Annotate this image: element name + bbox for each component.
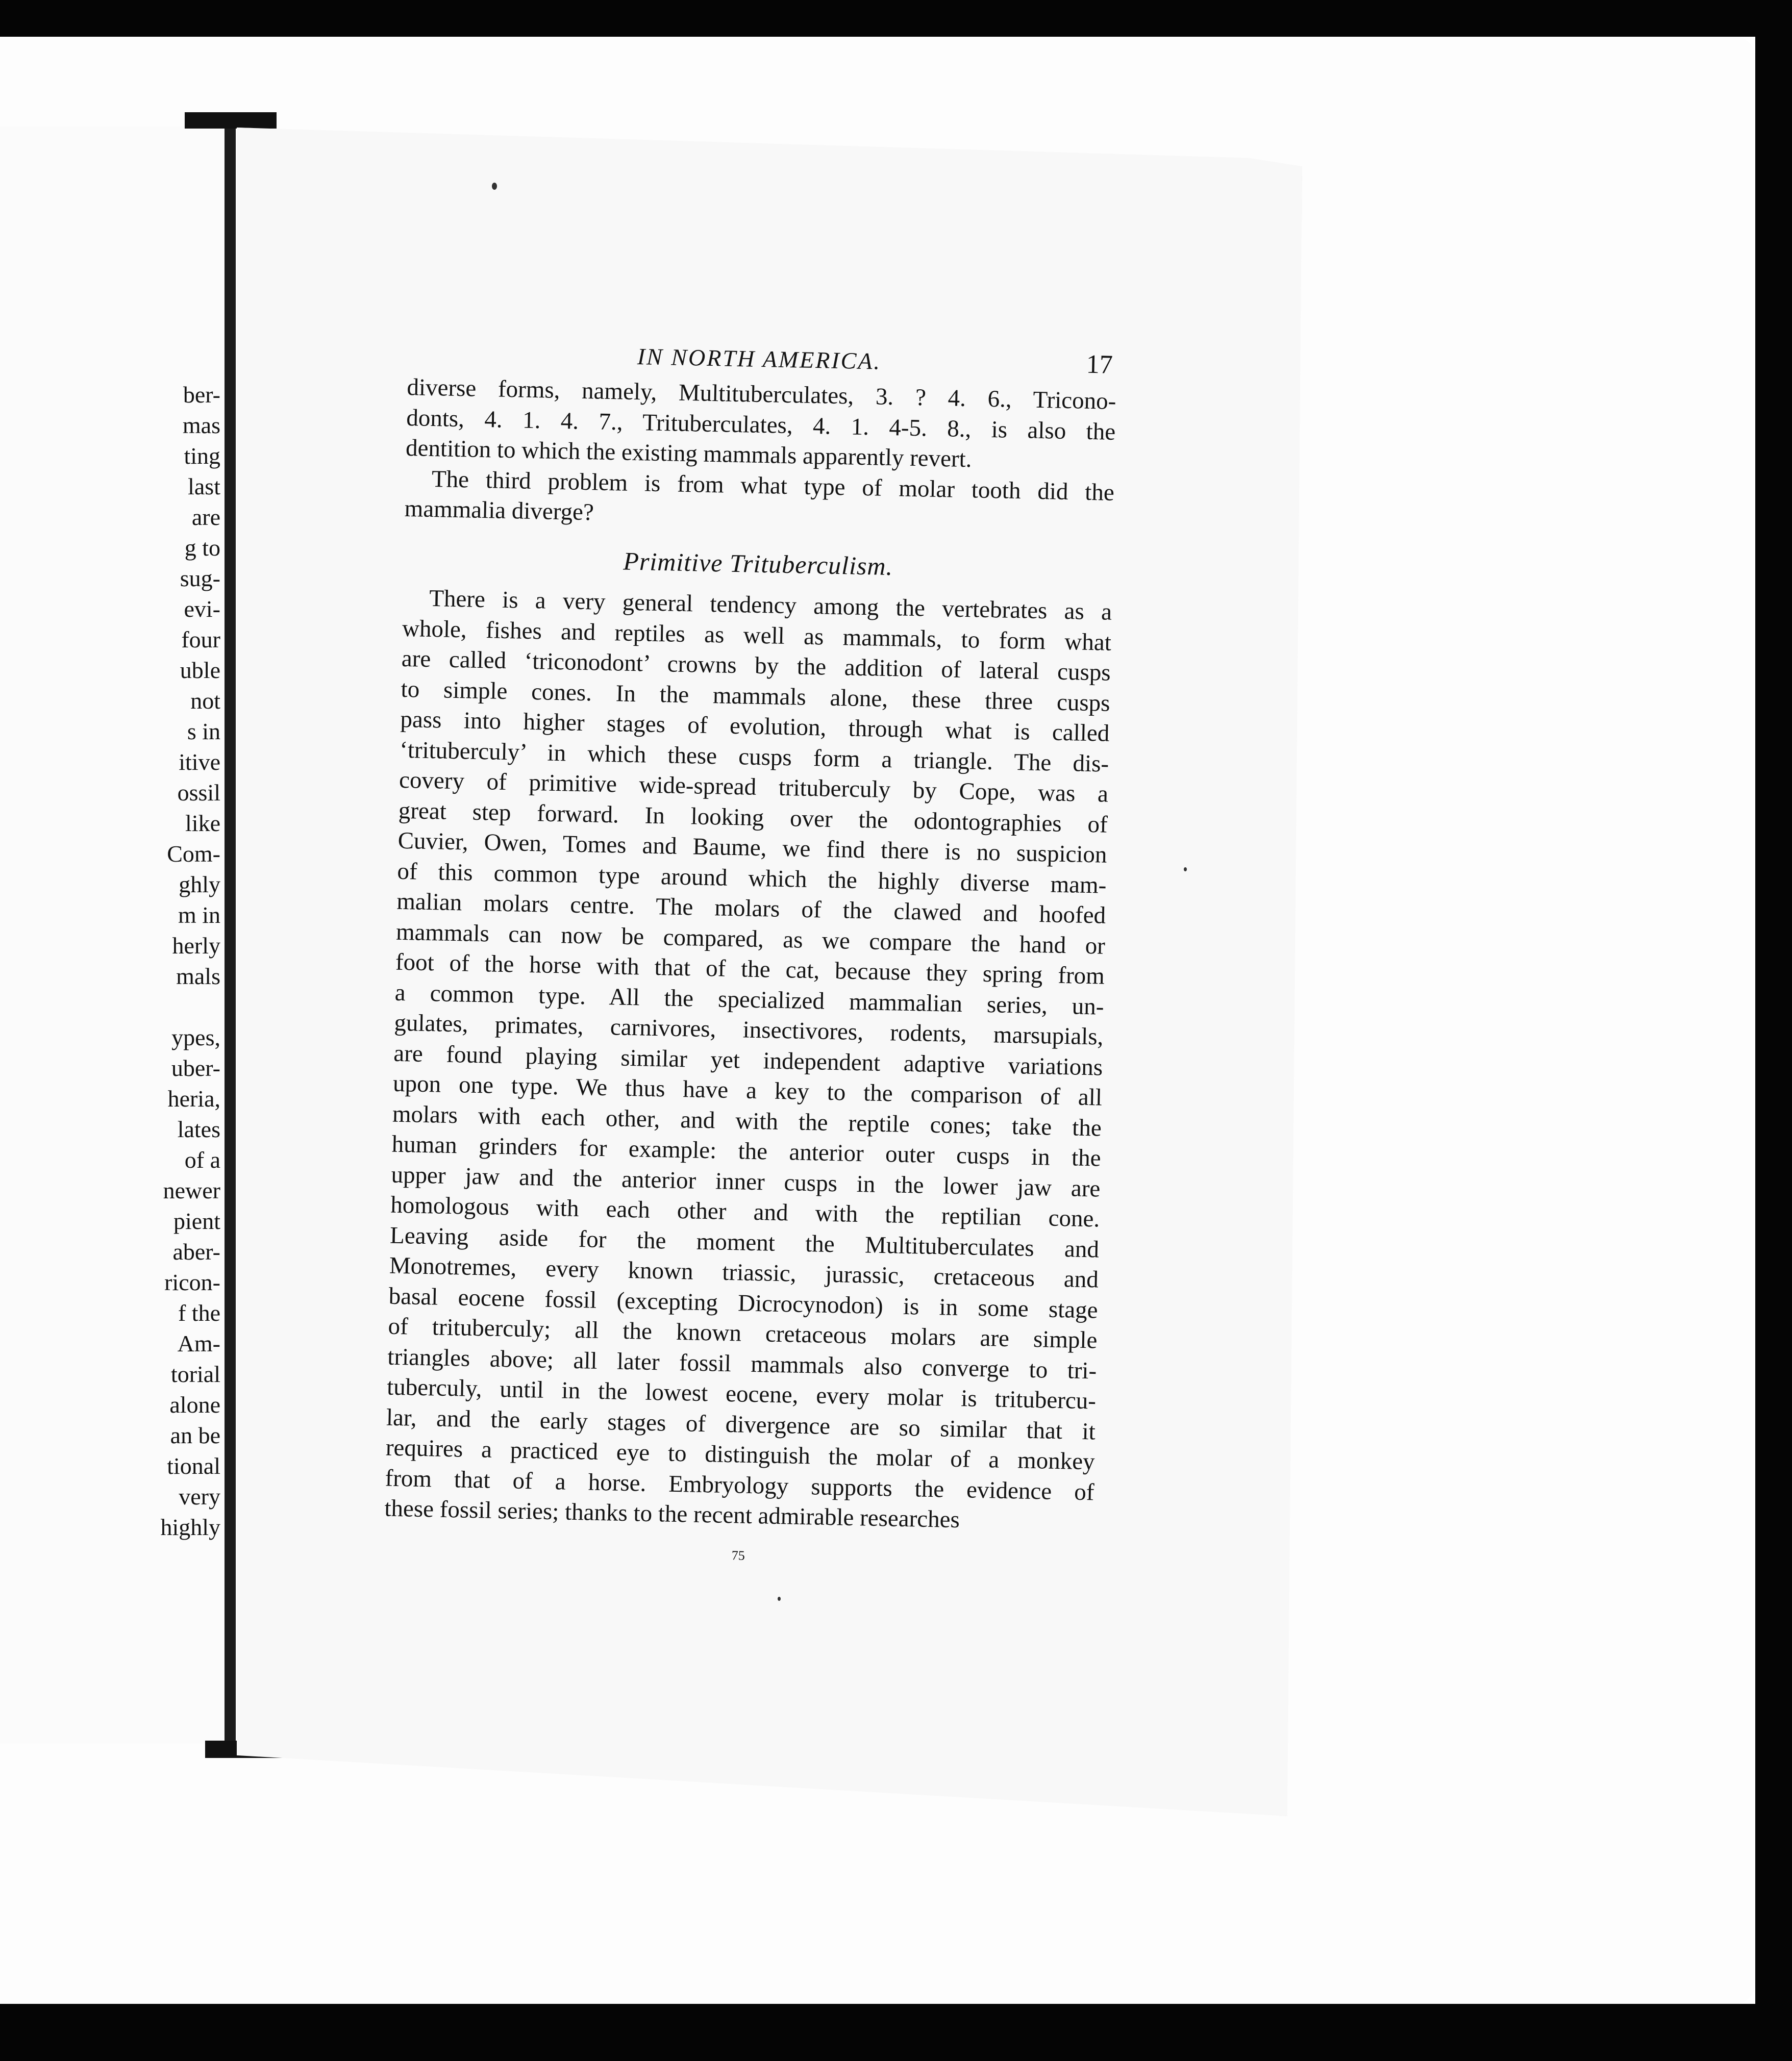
left-page-fragment [160,992,220,1022]
text-line: human grinders for example: the anterior outer cusps in the [391,1130,1102,1172]
left-page-fragment: ricon- [164,1269,220,1295]
text-line: Monotremes, every known triassic, jurassic, cretaceous and [389,1252,1099,1293]
scan-border-right [1755,37,1792,2004]
text-line: diverse forms, namely, Multituberculates, 3. ? 4. 6., Tricono- [407,373,1116,415]
left-page-fragment: not [190,688,220,714]
text-line: donts, 4. 1. 4. 7., Trituberculates, 4. 1. 4-5. 8., is also the [406,404,1116,445]
text-line: covery of primitive wide-spread trituberculy by Cope, was a [399,766,1109,808]
text-line: lar, and the early stages of divergence are so similar that it [386,1404,1096,1445]
left-page-fragment: herly [172,933,220,959]
dust-speck [1184,867,1187,871]
text-line: upper jaw and the anterior inner cusps in the lower jaw are [391,1161,1101,1202]
left-page-fragment: four [181,626,220,652]
text-line: triangles above; all later fossil mammals also converge to tri- [387,1343,1097,1384]
text-line: molars with each other, and with the reptile cones; take the [392,1100,1102,1142]
text-line: upon one type. We thus have a key to the comparison of all [392,1070,1103,1111]
text-line: mammals can now be compared, as we compare the hand or [395,918,1106,960]
text-line: from that of a horse. Embryology supports the evidence of [385,1465,1094,1505]
text-line: gulates, primates, carnivores, insectivores, rodents, marsupials, [394,1009,1104,1050]
text-line: There is a very general tendency among the vertebrates as a [429,585,1112,625]
left-page-fragment: very [179,1484,220,1510]
text-line: foot of the horse with that of the cat, because they spring from [395,948,1105,990]
text-line: Leaving aside for the moment the Multituberculates and [389,1222,1100,1263]
dust-speck [492,183,497,190]
signature-mark: 75 [731,1547,745,1563]
left-page-fragment: mas [182,412,220,438]
left-page-fragment: mals [176,963,220,989]
left-page-fragment: m in [178,902,220,928]
left-page-fragment: torial [170,1361,220,1387]
left-page-fragment: ypes, [171,1024,220,1050]
text-line: mammalia diverge? [404,495,594,526]
text-line: of trituberculy; all the known cretaceous molars are simple [388,1313,1098,1354]
text-line: tuberculy, until in the lowest eocene, every molar is tritubercu- [386,1373,1097,1415]
left-page-fragment: tional [167,1453,220,1479]
book-spine [225,116,236,1749]
left-page-fragment: of a [184,1147,220,1173]
text-line: are called ‘triconodont’ crowns by the addition of lateral cusps [401,645,1111,686]
left-page-edge [0,127,225,1744]
left-page-fragment: newer [163,1177,220,1203]
left-page-fragment: last [188,473,220,499]
page-text [383,326,1117,1577]
left-page-fragment: uble [180,657,220,683]
text-line: whole, fishes and reptiles as well as mammals, to form what [402,615,1112,656]
binding-clip-top [185,112,277,129]
body-paragraph [384,583,1112,1538]
dust-speck [778,1597,781,1601]
left-page-fragment: highly [160,1514,220,1540]
left-page-fragment: ghly [179,871,220,897]
text-line: ‘trituberculy’ in which these cusps form a triangle. The dis- [399,736,1109,777]
text-line: are found playing similar yet independent adaptive variations [393,1040,1103,1081]
left-page-fragments [160,380,220,1543]
left-page-fragment: sug- [180,565,220,591]
running-title: IN NORTH AMERICA. [637,343,882,374]
left-page-fragment: Am- [177,1330,220,1356]
left-page-fragment: heria, [167,1086,220,1112]
text-line: Cuvier, Owen, Tomes and Baume, we find there is no suspicion [397,827,1108,868]
left-page-fragment: alone [169,1392,220,1418]
left-page-fragment: f the [178,1300,220,1326]
text-line: to simple cones. In the mammals alone, these three cusps [401,675,1110,717]
page-number: 17 [1086,349,1113,380]
left-page-fragment: itive [179,749,220,775]
text-line: these fossil series; thanks to the recent admirable researches [384,1495,960,1534]
left-page-fragment: lates [177,1116,220,1142]
text-line: requires a practiced eye to distinguish the molar of a monkey [385,1434,1096,1475]
left-page-fragment: g to [184,535,220,561]
text-line: basal eocene fossil (excepting Dicrocynodon) is in some stage [388,1283,1099,1324]
text-line: malian molars centre. The molars of the clawed and hoofed [396,888,1106,929]
text-line: homologous with each other and with the reptilian cone. [390,1191,1100,1233]
left-page-fragment: are [191,504,220,530]
left-page-fragment: ber- [183,382,220,408]
text-line: dentition to which the existing mammals apparently revert. [405,434,972,473]
left-page-fragment: evi- [184,596,220,622]
left-page-fragment: s in [187,718,220,744]
text-line: of this common type around which the highly diverse mam- [397,858,1107,899]
section-heading: Primitive Trituberculism. [623,546,893,581]
left-page-fragment: pient [173,1208,220,1234]
scan-border-top [0,0,1792,37]
left-page-fragment: an be [170,1422,220,1448]
scan-border-bottom [0,2004,1792,2061]
left-page-fragment: ting [184,443,220,469]
text-line: The third problem is from what type of molar tooth did the [431,465,1115,506]
text-line: a common type. All the specialized mammalian series, un- [394,979,1105,1020]
left-page-fragment: ossil [177,780,220,806]
left-page-fragment: uber- [171,1055,220,1081]
intro-paragraph [406,372,1116,477]
text-line: great step forward. In looking over the odontographies of [398,797,1108,838]
left-page-fragment: Com- [167,841,220,867]
left-page-fragment: like [185,810,220,836]
text-line: pass into higher stages of evolution, through what is called [400,706,1110,747]
left-page-fragment: aber- [172,1239,220,1265]
